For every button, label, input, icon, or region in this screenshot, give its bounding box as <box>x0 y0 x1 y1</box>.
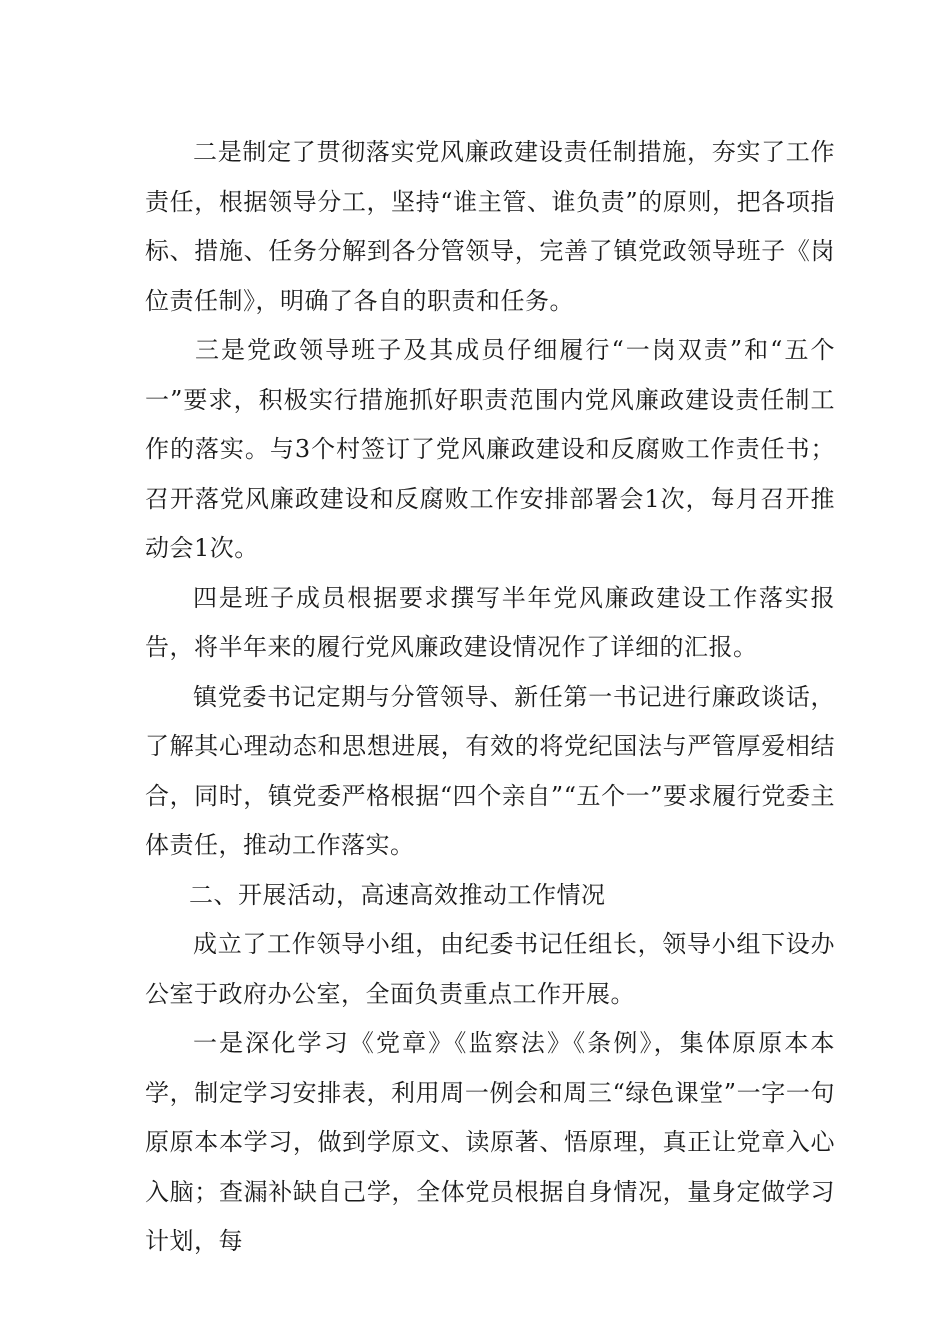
paragraph-leadership-duties: 三是党政领导班子及其成员仔细履行“一岗双责”和“五个一”要求，积极实行措施抓好职责范围内党风廉政建设责任制工作的落实。与3个村签订了党风廉政建设和反腐败工作责任书；召开落党风廉政建设和反腐败工作安排部署会1次，每月召开推动会1次。 <box>145 336 835 562</box>
paragraph-half-year-report: 四是班子成员根据要求撰写半年党风廉政建设工作落实报告，将半年来的履行党风廉政建设情况作了详细的汇报。 <box>145 583 835 661</box>
paragraph-party-secretary-talks: 镇党委书记定期与分管领导、新任第一书记进行廉政谈话，了解其心理动态和思想进展，有效的将党纪国法与严管厚爱相结合，同时，镇党委严格根据“四个亲自”“五个一”要求履行党委主体责任，推动工作落实。 <box>145 682 835 859</box>
paragraph-deepen-study: 一是深化学习《党章》《监察法》《条例》，集体原原本本学，制定学习安排表，利用周一例会和周三“绿色课堂”一字一句原原本本学习，做到学原文、读原著、悟原理，真正让党章入心入脑；查漏补缺自己学，全体党员根据自身情况，量身定做学习计划，每 <box>145 1029 835 1255</box>
section-heading-activities: 二、开展活动，高速高效推动工作情况 <box>189 880 606 909</box>
paragraph-responsibility-measures: 二是制定了贯彻落实党风廉政建设责任制措施，夯实了工作责任，根据领导分工，坚持“谁主管、谁负责”的原则，把各项指标、措施、任务分解到各分管领导，完善了镇党政领导班子《岗位责任制》，明确了各自的职责和任务。 <box>145 138 835 315</box>
document-body <box>145 128 835 1267</box>
paragraph-working-group: 成立了工作领导小组，由纪委书记任组长，领导小组下设办公室于政府办公室，全面负责重点工作开展。 <box>145 930 835 1008</box>
